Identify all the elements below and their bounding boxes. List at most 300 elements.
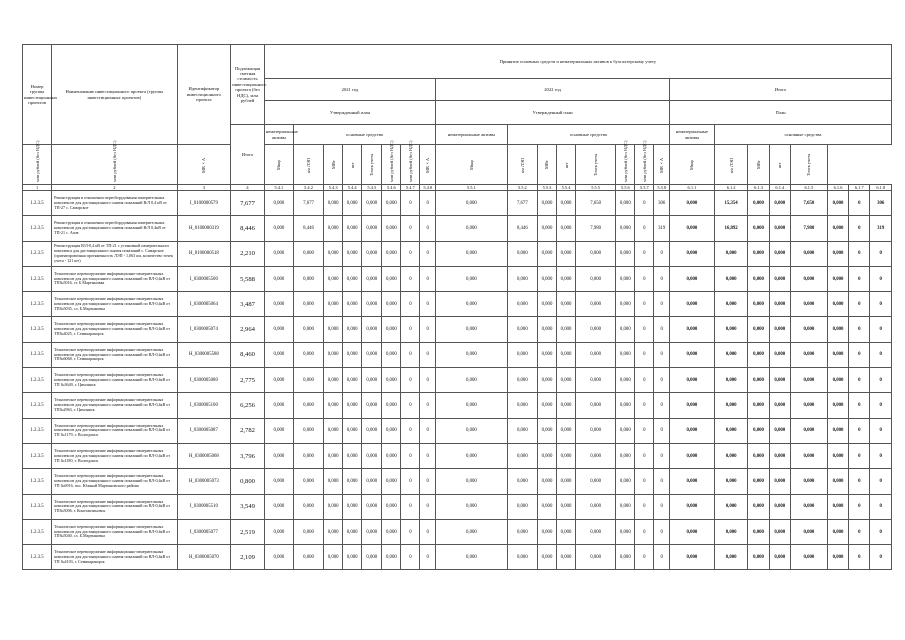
value-total-cell: 0,000 — [714, 241, 748, 266]
header-subcolumns — [23, 145, 892, 185]
subcolumn-label: МВ×А — [659, 157, 665, 173]
project-id-cell: I_0300005500 — [177, 266, 231, 291]
value-2021-cell: 0 — [401, 393, 420, 418]
table-row — [23, 519, 892, 544]
cost-cell: 3,549 — [231, 494, 265, 519]
value-total-cell: 0,000 — [827, 216, 848, 241]
group-number-cell: 1.2.3.5 — [23, 292, 52, 317]
value-2021-cell: 0,000 — [293, 469, 323, 494]
cost-cell: 8,460 — [231, 342, 265, 367]
value-2021-cell: 0 — [420, 393, 436, 418]
table-row — [23, 266, 892, 291]
value-2022-cell: 0 — [654, 469, 670, 494]
column-number: 5.5.4 — [556, 185, 575, 191]
value-total-cell: 0,000 — [748, 469, 769, 494]
value-2021-cell: 0,000 — [343, 418, 362, 443]
value-2022-cell: 0 — [635, 545, 654, 570]
value-total-cell: 0 — [870, 292, 892, 317]
value-2021-cell: 0,000 — [362, 393, 382, 418]
project-id-cell: H_0100000518 — [177, 241, 231, 266]
value-2022-cell: 0,000 — [576, 241, 616, 266]
value-2021-cell: 0,000 — [343, 216, 362, 241]
value-total-cell: 0,000 — [748, 545, 769, 570]
value-2021-cell: 0,000 — [264, 494, 293, 519]
value-total-cell: 0,000 — [748, 368, 769, 393]
value-total-cell: 0,000 — [769, 494, 790, 519]
value-total-cell: 16,892 — [714, 216, 748, 241]
header-approved-plan-1: Утвержденный план — [264, 101, 435, 125]
cost-cell: 3,487 — [231, 292, 265, 317]
header-year-2021: 2021 год — [264, 79, 435, 101]
value-2022-cell: 0,000 — [616, 342, 635, 367]
value-2022-cell: 0,000 — [556, 469, 575, 494]
value-2021-cell: 0,000 — [264, 393, 293, 418]
value-total-cell: 0,000 — [827, 545, 848, 570]
subcolumn-label: млн рублей (без НДС) — [34, 140, 40, 182]
value-total-cell: 0,000 — [670, 494, 715, 519]
column-number: 5.5.8 — [654, 185, 670, 191]
group-number-cell: 1.2.3.5 — [23, 418, 52, 443]
value-2022-cell: 0,000 — [616, 443, 635, 468]
value-total-cell: 0 — [870, 342, 892, 367]
value-2022-cell: 0 — [635, 443, 654, 468]
value-2021-cell: 0,000 — [293, 241, 323, 266]
value-2022-cell: 0 — [654, 241, 670, 266]
value-total-cell: 0,000 — [714, 317, 748, 342]
group-number-cell: 1.2.3.5 — [23, 342, 52, 367]
value-total-cell: 0,000 — [827, 241, 848, 266]
subcolumn-header — [537, 145, 556, 185]
value-2021-cell: 0 — [401, 494, 420, 519]
value-2022-cell: 0,000 — [537, 342, 556, 367]
value-total-cell: 0,000 — [769, 191, 790, 216]
value-2022-cell: 0,000 — [576, 266, 616, 291]
value-total-cell: 0,000 — [790, 469, 827, 494]
value-2021-cell: 0 — [401, 443, 420, 468]
document-sheet — [22, 44, 892, 570]
value-total-cell: 0,000 — [670, 545, 715, 570]
value-total-cell: 7,650 — [790, 191, 827, 216]
subcolumn-label: шт — [777, 161, 783, 168]
value-total-cell: 0,000 — [769, 545, 790, 570]
value-total-cell: 0,000 — [790, 241, 827, 266]
subcolumn-label: Точек учета — [806, 153, 812, 176]
cost-cell: 2,210 — [231, 241, 265, 266]
value-total-cell: 0,000 — [670, 292, 715, 317]
value-2021-cell: 0,000 — [343, 494, 362, 519]
value-total-cell: 0,000 — [714, 292, 748, 317]
value-total-cell: 15,354 — [714, 191, 748, 216]
value-total-cell: 0 — [849, 418, 870, 443]
value-2022-cell: 0,000 — [576, 418, 616, 443]
group-number-cell: 1.2.3.5 — [23, 317, 52, 342]
subcolumn-header — [382, 140, 401, 185]
value-total-cell: 0,000 — [769, 216, 790, 241]
value-2021-cell: 0,000 — [343, 393, 362, 418]
value-2021-cell: 0 — [401, 266, 420, 291]
subcolumn-label: Точек учета — [369, 153, 375, 176]
value-2022-cell: 0,000 — [436, 393, 508, 418]
value-2022-cell: 0,000 — [537, 241, 556, 266]
value-2022-cell: 0,000 — [556, 342, 575, 367]
value-2022-cell: 0,000 — [556, 519, 575, 544]
group-number-cell: 1.2.3.5 — [23, 191, 52, 216]
value-2021-cell: 0,000 — [362, 469, 382, 494]
value-2021-cell: 0,000 — [343, 469, 362, 494]
value-2021-cell: 0 — [401, 292, 420, 317]
value-2022-cell: 0,000 — [616, 494, 635, 519]
table-body — [23, 191, 892, 570]
value-2021-cell: 0,000 — [293, 545, 323, 570]
value-2022-cell: 0,000 — [537, 545, 556, 570]
group-number-cell: 1.2.3.5 — [23, 469, 52, 494]
value-2022-cell: 7,677 — [507, 191, 537, 216]
value-2021-cell: 0,000 — [362, 443, 382, 468]
value-2022-cell: 0 — [635, 317, 654, 342]
value-total-cell: 0 — [849, 266, 870, 291]
value-total-cell: 0,000 — [714, 266, 748, 291]
value-total-cell: 0,000 — [670, 368, 715, 393]
cost-cell: 2,775 — [231, 368, 265, 393]
column-number: 5.5.1 — [436, 185, 508, 191]
value-2022-cell: 306 — [654, 191, 670, 216]
value-total-cell: 0,000 — [670, 393, 715, 418]
value-2022-cell: 0 — [635, 241, 654, 266]
value-2022-cell: 0,000 — [436, 418, 508, 443]
group-number-cell: 1.2.3.5 — [23, 443, 52, 468]
value-2021-cell: 7,677 — [293, 191, 323, 216]
value-2022-cell: 0,000 — [556, 241, 575, 266]
value-total-cell: 0,000 — [827, 191, 848, 216]
value-2022-cell: 0,000 — [556, 368, 575, 393]
value-total-cell: 0,000 — [769, 469, 790, 494]
value-2022-cell: 0,000 — [576, 519, 616, 544]
project-id-cell: I_0300005077 — [177, 519, 231, 544]
value-total-cell: 0,000 — [748, 342, 769, 367]
subcolumn-header — [362, 145, 382, 185]
subcolumn-header — [401, 140, 420, 185]
table-row — [23, 494, 892, 519]
subcolumn-header — [177, 145, 231, 185]
column-number: 6.1.4 — [769, 185, 790, 191]
value-2021-cell: 0,000 — [324, 519, 343, 544]
value-2021-cell: 0,000 — [362, 494, 382, 519]
table-row — [23, 393, 892, 418]
value-total-cell: 0,000 — [790, 418, 827, 443]
value-2021-cell: 0 — [401, 317, 420, 342]
column-number: 6.1.3 — [748, 185, 769, 191]
cost-cell: 8,446 — [231, 216, 265, 241]
value-2021-cell: 0,000 — [324, 317, 343, 342]
project-id-cell: H_0100000319 — [177, 216, 231, 241]
subcolumn-header — [654, 145, 670, 185]
value-2021-cell: 0,000 — [382, 368, 401, 393]
value-total-cell: 0,000 — [769, 443, 790, 468]
value-2022-cell: 0,000 — [537, 393, 556, 418]
subcolumn-label: км ЛЭП — [728, 156, 734, 173]
value-2022-cell: 0,000 — [537, 519, 556, 544]
value-2021-cell: 0,000 — [324, 545, 343, 570]
value-2022-cell: 0,000 — [436, 241, 508, 266]
value-2021-cell: 0,000 — [343, 317, 362, 342]
value-2022-cell: 0,000 — [436, 342, 508, 367]
value-total-cell: 0,000 — [827, 418, 848, 443]
value-2021-cell: 0,000 — [324, 494, 343, 519]
project-name-cell: Техническое перевооружение информационно-измерительных комплексов для дистанционного снятия показаний по ВЛ-0,4кВ от ТП№2963, г. Цимлянск — [52, 393, 177, 418]
value-2022-cell: 0,000 — [436, 545, 508, 570]
project-name-cell: Техническое перевооружение информационно-измерительных комплексов для дистанционного снятия показаний по ВЛ-0,4кВ от ТП№5006, г. Константиновск — [52, 494, 177, 519]
group-number-cell: 1.2.3.5 — [23, 519, 52, 544]
value-2022-cell: 0 — [654, 443, 670, 468]
value-total-cell: 0 — [870, 494, 892, 519]
value-total-cell: 0,000 — [670, 266, 715, 291]
value-total-cell: 0 — [870, 519, 892, 544]
value-total-cell: 0,000 — [670, 418, 715, 443]
value-2022-cell: 0,000 — [537, 443, 556, 468]
value-2022-cell: 0 — [635, 266, 654, 291]
cost-cell: 6,256 — [231, 393, 265, 418]
value-total-cell: 0,000 — [790, 292, 827, 317]
value-total-cell: 0 — [870, 393, 892, 418]
value-total-cell: 0,000 — [790, 368, 827, 393]
table-row — [23, 545, 892, 570]
header-plan: План — [670, 101, 892, 125]
value-total-cell: 0,000 — [714, 393, 748, 418]
value-total-cell: 0,000 — [748, 292, 769, 317]
subcolumn-header — [23, 140, 52, 185]
value-2021-cell: 0,000 — [362, 216, 382, 241]
subcolumn-label: млн рублей (без НДС) — [641, 140, 647, 182]
table-row — [23, 292, 892, 317]
value-2022-cell: 0,000 — [436, 266, 508, 291]
value-2022-cell: 0 — [635, 292, 654, 317]
subcolumn-header — [324, 145, 343, 185]
value-2022-cell: 0,000 — [537, 266, 556, 291]
value-total-cell: 0,000 — [769, 266, 790, 291]
header-intangible-3: нематериальные активы — [670, 125, 715, 145]
value-2021-cell: 0 — [401, 216, 420, 241]
value-total-cell: 0,000 — [769, 317, 790, 342]
value-2021-cell: 0,000 — [382, 519, 401, 544]
value-total-cell: 0 — [870, 266, 892, 291]
value-total-cell: 0,000 — [827, 393, 848, 418]
value-2022-cell: 0 — [654, 545, 670, 570]
header-cost-value: Итого — [231, 125, 265, 185]
value-2021-cell: 0,000 — [362, 191, 382, 216]
value-total-cell: 0,000 — [827, 469, 848, 494]
value-total-cell: 0,000 — [769, 519, 790, 544]
value-2022-cell: 0,000 — [576, 342, 616, 367]
value-2022-cell: 0,000 — [616, 368, 635, 393]
value-total-cell: 0 — [849, 519, 870, 544]
value-2022-cell: 0,000 — [507, 342, 537, 367]
project-id-cell: H_0300005068 — [177, 443, 231, 468]
header-main-group: Принятие основных средств и нематериальных активов к бухгалтерскому учету — [264, 45, 891, 79]
value-2021-cell: 0,000 — [362, 342, 382, 367]
value-2021-cell: 0,000 — [264, 545, 293, 570]
table-row — [23, 469, 892, 494]
value-2021-cell: 0,000 — [264, 241, 293, 266]
value-2022-cell: 0,000 — [576, 368, 616, 393]
value-2022-cell: 0 — [654, 368, 670, 393]
investment-table — [22, 44, 892, 570]
value-total-cell: 0 — [870, 418, 892, 443]
value-2022-cell: 0,000 — [436, 494, 508, 519]
value-2021-cell: 0,000 — [293, 494, 323, 519]
value-2022-cell: 0 — [654, 519, 670, 544]
value-2021-cell: 0 — [420, 494, 436, 519]
value-total-cell: 0,000 — [714, 469, 748, 494]
value-2022-cell: 0,000 — [436, 519, 508, 544]
value-2022-cell: 0,000 — [616, 266, 635, 291]
header-project-id: Идентификатор инвестиционного проекта — [177, 45, 231, 145]
cost-cell: 7,677 — [231, 191, 265, 216]
value-total-cell: 0 — [849, 443, 870, 468]
subcolumn-header — [52, 140, 177, 185]
value-2021-cell: 0,000 — [264, 266, 293, 291]
subcolumn-header — [436, 145, 508, 185]
value-2021-cell: 0,000 — [382, 292, 401, 317]
value-total-cell: 0,000 — [790, 317, 827, 342]
value-2022-cell: 0,000 — [616, 191, 635, 216]
value-2022-cell: 0,000 — [507, 317, 537, 342]
value-2021-cell: 0,000 — [343, 545, 362, 570]
subcolumn-header — [556, 145, 575, 185]
value-2022-cell: 0,000 — [507, 418, 537, 443]
header-intangible-2: нематериальные активы — [436, 125, 508, 145]
group-number-cell: 1.2.3.5 — [23, 266, 52, 291]
value-total-cell: 0,000 — [714, 342, 748, 367]
subcolumn-header — [635, 140, 654, 185]
value-2022-cell: 0 — [654, 292, 670, 317]
project-id-cell: H_0300005070 — [177, 545, 231, 570]
value-2021-cell: 0,000 — [382, 317, 401, 342]
value-total-cell: 0,000 — [827, 519, 848, 544]
project-name-cell: Техническое перевооружение информационно-измерительных комплексов для дистанционного снятия показаний по ВЛ-0,4кВ от ТП№5016, ст. Б.Мартыновка — [52, 266, 177, 291]
subcolumn-header — [507, 145, 537, 185]
value-2021-cell: 0,000 — [324, 418, 343, 443]
value-total-cell: 0,000 — [748, 393, 769, 418]
project-name-cell: Техническое перевооружение информационно-измерительных комплексов для дистанционного снятия показаний по ВЛ-0,4кВ от ТП №6916, пос. Южный Мартыновского района — [52, 469, 177, 494]
value-total-cell: 0,000 — [827, 494, 848, 519]
value-2022-cell: 0,000 — [537, 418, 556, 443]
value-2021-cell: 0 — [401, 368, 420, 393]
value-2022-cell: 0,000 — [507, 519, 537, 544]
subcolumn-label: МВт — [544, 160, 550, 169]
value-2022-cell: 0 — [654, 418, 670, 443]
subcolumn-header — [264, 145, 293, 185]
value-2022-cell: 0 — [654, 494, 670, 519]
value-2022-cell: 0,000 — [507, 443, 537, 468]
value-total-cell: 0,000 — [670, 519, 715, 544]
value-2021-cell: 0 — [401, 545, 420, 570]
value-total-cell: 0 — [849, 317, 870, 342]
value-total-cell: 0 — [849, 545, 870, 570]
value-total-cell: 319 — [870, 216, 892, 241]
value-total-cell: 0 — [849, 368, 870, 393]
subcolumn-label: МВ×А — [201, 157, 207, 173]
value-2021-cell: 0 — [420, 368, 436, 393]
column-number: 5.4.5 — [362, 185, 382, 191]
column-number: 5.5.6 — [616, 185, 635, 191]
value-2022-cell: 0 — [635, 191, 654, 216]
subcolumn-header — [343, 145, 362, 185]
value-2022-cell: 0,000 — [556, 317, 575, 342]
column-number: 5.4.3 — [324, 185, 343, 191]
value-2022-cell: 7,650 — [576, 191, 616, 216]
project-id-cell: I_0300005080 — [177, 368, 231, 393]
project-name-cell: Техническое перевооружение информационно-измерительных комплексов для дистанционного снятия показаний по ВЛ-0,4кВ от ТП№5035, сл. Б.Мартыновка — [52, 292, 177, 317]
project-id-cell: H_0300005073 — [177, 469, 231, 494]
value-2021-cell: 0 — [420, 216, 436, 241]
cost-cell: 3,796 — [231, 443, 265, 468]
value-2021-cell: 0,000 — [343, 241, 362, 266]
value-total-cell: 0,000 — [827, 342, 848, 367]
subcolumn-header — [670, 145, 715, 185]
value-2021-cell: 0 — [401, 191, 420, 216]
value-2021-cell: 0,000 — [293, 393, 323, 418]
value-2021-cell: 0,000 — [343, 342, 362, 367]
subcolumn-label: млн рублей (без НДС) — [388, 140, 394, 182]
value-2022-cell: 0,000 — [616, 216, 635, 241]
value-2022-cell: 0,000 — [576, 317, 616, 342]
value-2022-cell: 0,000 — [436, 368, 508, 393]
value-2021-cell: 0,000 — [293, 292, 323, 317]
value-2022-cell: 0 — [635, 216, 654, 241]
column-number: 5.4.4 — [343, 185, 362, 191]
value-total-cell: 0 — [849, 494, 870, 519]
column-number: 6.1.8 — [870, 185, 892, 191]
value-2022-cell: 0,000 — [616, 545, 635, 570]
value-2021-cell: 0 — [420, 292, 436, 317]
value-2021-cell: 0,000 — [293, 266, 323, 291]
subcolumn-label: млн рублей (без НДС) — [407, 140, 413, 182]
column-number: 5.4.2 — [293, 185, 323, 191]
value-2021-cell: 0 — [420, 418, 436, 443]
subcolumn-label: Точек учета — [593, 153, 599, 176]
value-2022-cell: 0,000 — [537, 469, 556, 494]
value-2021-cell: 0,000 — [382, 342, 401, 367]
subcolumn-label: км ЛЭП — [306, 156, 312, 173]
value-total-cell: 0,000 — [827, 317, 848, 342]
value-2021-cell: 0,000 — [382, 418, 401, 443]
value-2022-cell: 7,980 — [576, 216, 616, 241]
value-2022-cell: 0,000 — [507, 494, 537, 519]
value-2021-cell: 0,000 — [343, 519, 362, 544]
value-total-cell: 0 — [870, 317, 892, 342]
subcolumn-label: Мвар — [468, 159, 474, 170]
value-2022-cell: 0 — [635, 368, 654, 393]
value-2021-cell: 0,000 — [324, 393, 343, 418]
value-2021-cell: 0,000 — [382, 545, 401, 570]
value-2021-cell: 0,000 — [362, 368, 382, 393]
group-number-cell: 1.2.3.5 — [23, 494, 52, 519]
value-2022-cell: 0,000 — [507, 368, 537, 393]
project-id-cell: H_0300005588 — [177, 342, 231, 367]
column-number: 2 — [52, 185, 177, 191]
cost-cell: 0,800 — [231, 469, 265, 494]
value-2021-cell: 0,000 — [382, 469, 401, 494]
column-number: 3 — [177, 185, 231, 191]
subcolumn-label: млн рублей (без НДС) — [622, 140, 628, 182]
value-2021-cell: 0,000 — [293, 443, 323, 468]
value-2022-cell: 0,000 — [537, 191, 556, 216]
value-2022-cell: 0 — [635, 342, 654, 367]
project-name-cell: Техническое перевооружение информационно-измерительных комплексов для дистанционного снятия показаний по ВЛ-0,4кВ от ТП№5040, сл. Б.Мартыновка — [52, 519, 177, 544]
value-total-cell: 0 — [870, 241, 892, 266]
value-2022-cell: 0,000 — [507, 393, 537, 418]
value-2021-cell: 0 — [420, 519, 436, 544]
